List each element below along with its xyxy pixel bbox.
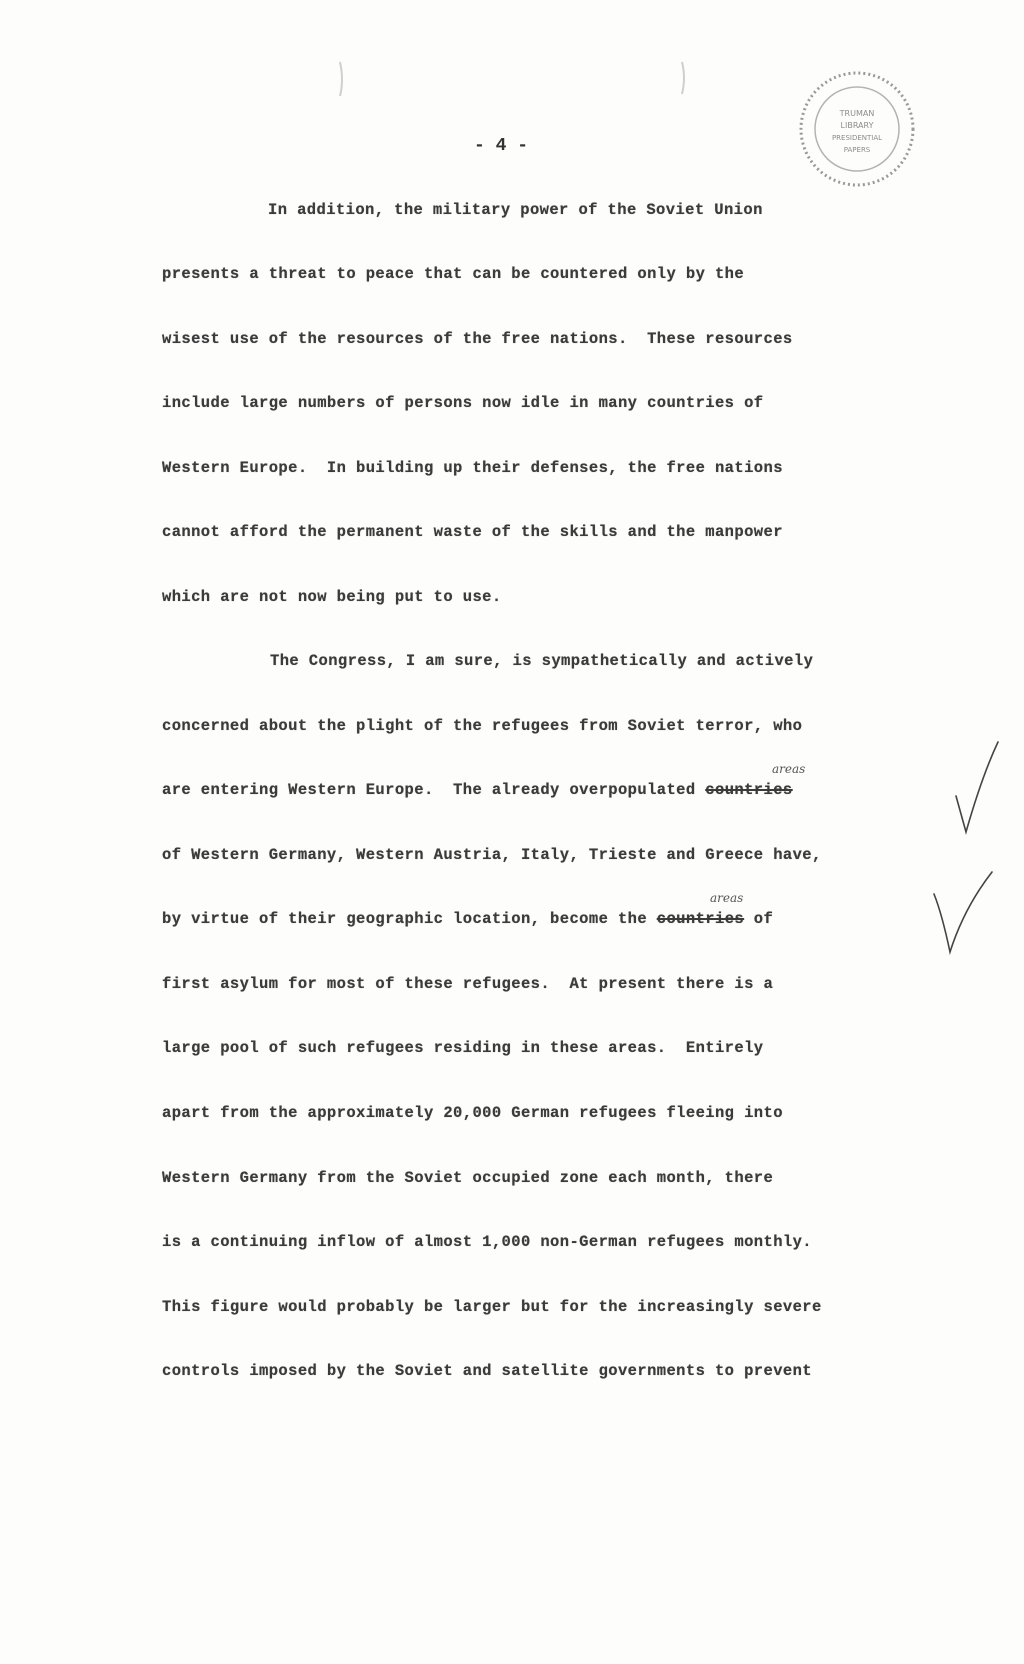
text-line: This figure would probably be larger but for the increasingly severe [162,1298,822,1316]
stamp-line: TRUMAN [839,109,875,118]
check-mark-icon [930,868,996,958]
text-line [162,780,793,800]
text-line: of Western Germany, Western Austria, Italy, Trieste and Greece have, [162,846,822,864]
text-line: which are not now being put to use. [162,588,502,606]
text-line: wisest use of the resources of the free nations. These resources [162,330,793,348]
struck-word: countries [705,781,793,799]
text-line: controls imposed by the Soviet and satellite governments to prevent [162,1362,813,1380]
text-line: first asylum for most of these refugees. At present there is a [162,975,774,993]
stamp-line: LIBRARY [840,121,874,130]
text-line: large pool of such refugees residing in these areas. Entirely [162,1039,764,1057]
text-line: Western Europe. In building up their defenses, the free nations [162,459,783,477]
text-line: include large numbers of persons now idle in many countries of [162,394,764,412]
line-text: by virtue of their geographic location, become the [162,910,657,928]
line-text: of [744,910,774,928]
page-number: - 4 - [474,136,529,156]
check-mark-icon [952,736,1002,836]
text-line: Western Germany from the Soviet occupied zone each month, there [162,1169,774,1187]
text-line: presents a threat to peace that can be countered only by the [162,265,745,283]
text-line: apart from the approximately 20,000 German refugees fleeing into [162,1104,783,1122]
text-line: In addition, the military power of the Soviet Union [268,201,763,219]
text-line: The Congress, I am sure, is sympathetically and actively [270,652,814,670]
handwritten-insertion: areas [710,891,744,905]
fold-mark [330,60,710,100]
struck-word: countries [656,910,745,928]
text-line [162,909,773,929]
text-line: is a continuing inflow of almost 1,000 non-German refugees monthly. [162,1233,813,1251]
line-text: are entering Western Europe. The already overpopulated [162,781,706,799]
stamp-line: PRESIDENTIAL [831,134,883,142]
text-line: cannot afford the permanent waste of the skills and the manpower [162,523,783,541]
handwritten-insertion: areas [772,762,806,776]
archive-stamp [792,64,922,194]
text-line: concerned about the plight of the refugees from Soviet terror, who [162,717,803,735]
stamp-line: PAPERS [843,146,871,154]
